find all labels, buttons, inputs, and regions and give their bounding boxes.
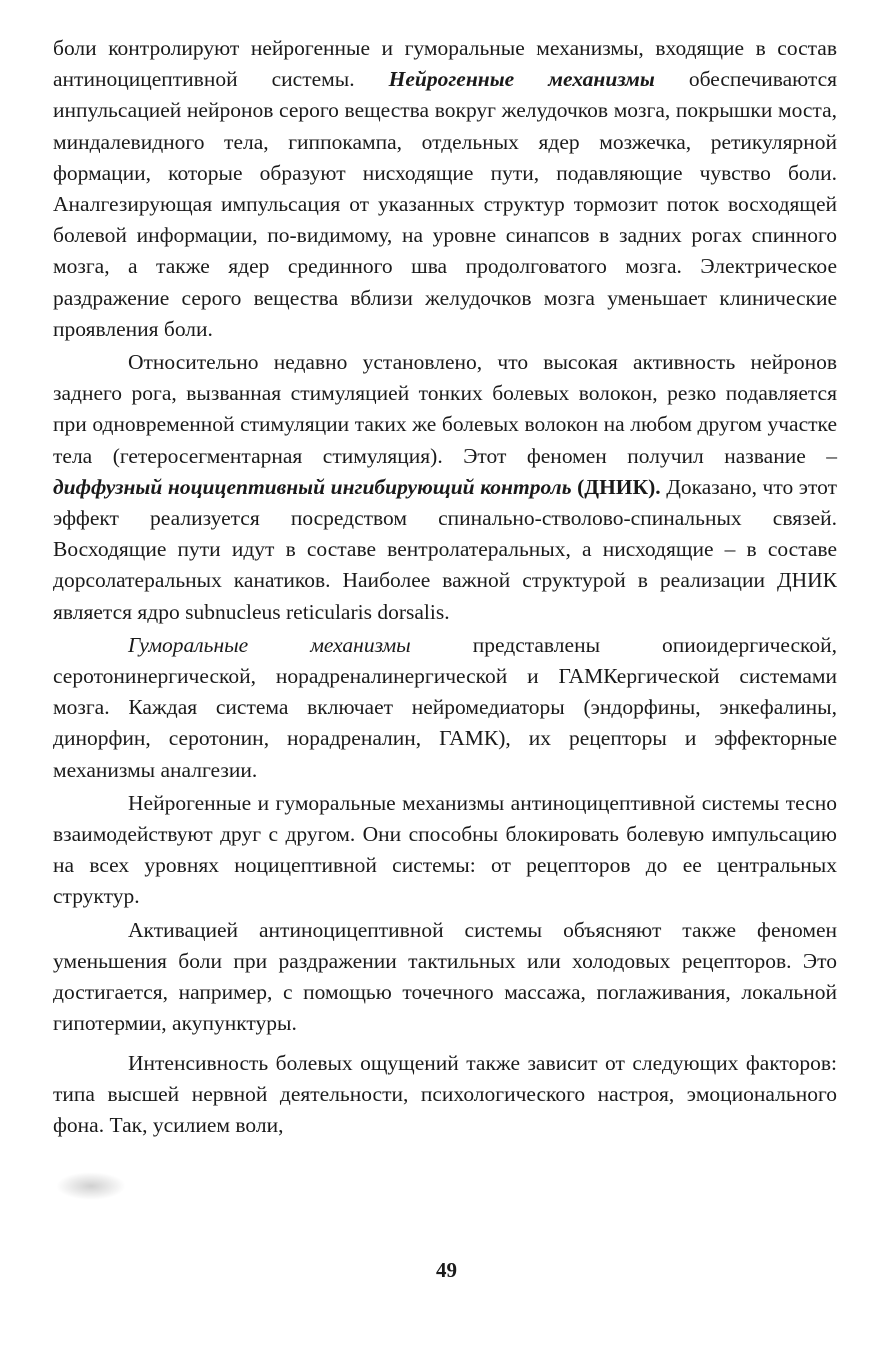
text-segment: Нейрогенные и гуморальные механизмы антиноцицептивной системы тесно взаимодействуют друг с другом. Они способны блокировать болевую импульсацию на всех уровнях ноцицептивной системы: от рецепторов до ее центральных структур. — [53, 790, 837, 909]
page-number: 49 — [436, 1258, 457, 1282]
text-segment — [53, 475, 572, 499]
paragraph-4 — [53, 788, 837, 913]
text-segment: обеспечиваются инпульсацией нейронов серого вещества вокруг желудочков мозга, покрышки моста, миндалевидного тела, гиппокампа, отдельных ядер мозжечка, ретикулярной формации, которые образуют нисходящие пути, подавляющие чувство боли. Аналгезирующая импульсация от указанных структур тормозит поток восходящей болевой информации, по-видимому, на уровне синапсов в задних рогах спинного мозга, а также ядер срединного шва продолговатого мозга. Электрическое раздражение серого вещества вблизи желудочков мозга уменьшает клинические проявления боли. — [53, 67, 838, 341]
emphasized-term: Гуморальные механизмы — [128, 632, 411, 657]
text-segment: представлены опиоидергической, серотонинергической, норадреналинергической и ГАМКергической системами мозга. Каждая система включает нейромедиаторы (эндорфины, энкефалины, динорфин, серотонин, норадреналин, ГАМК), их рецепторы и эффекторные механизмы аналгезии. — [53, 632, 837, 782]
text-segment: боли контролируют нейрогенные и гуморальные механизмы, входящие в состав антиноцицептивной системы. — [53, 36, 837, 92]
text-segment: (ДНИК). — [571, 474, 661, 499]
scan-smudge — [56, 1172, 126, 1200]
emphasized-term: Нейрогенные механизмы — [388, 67, 655, 92]
paragraph-3 — [53, 630, 837, 786]
body-text — [53, 33, 837, 1141]
paragraph-5 — [53, 915, 837, 1040]
text-segment: Относительно недавно установлено, что высокая активность нейронов заднего рога, вызванная стимуляцией тонких болевых волокон, резко подавляется при одновременной стимуляции таких же болевых волокон на любом другом участке тела (гетеросегментарная стимуляция). Этот феномен получил название – — [53, 350, 837, 468]
emphasized-term: диффузный ноцицептивный ингибирующий контроль — [53, 474, 572, 499]
text-segment: Интенсивность болевых ощущений также зависит от следующих факторов: типа высшей нервной деятельности, психологического настроя, эмоционального фона. Так, усилием воли, — [53, 1050, 837, 1137]
paragraph-6 — [53, 1048, 837, 1142]
text-segment: Активацией антиноцицептивной системы объясняют также феномен уменьшения боли при раздражении тактильных или холодовых рецепторов. Это достигается, например, с помощью точечного массажа, поглаживания, локальной гипотермии, акупунктуры. — [53, 917, 837, 1036]
text-segment: Доказано, что этот эффект реализуется посредством спинально-стволово-спинальных связей. Восходящие пути идут в составе вентролатеральных, а нисходящие – в составе дорсолатеральных канатиков. Наиболее важной структурой в реализации ДНИК является ядро subnucleus reticularis dorsalis. — [53, 474, 838, 624]
paragraph-2 — [53, 347, 837, 628]
paragraph-1 — [53, 33, 837, 345]
text-segment — [389, 67, 655, 91]
